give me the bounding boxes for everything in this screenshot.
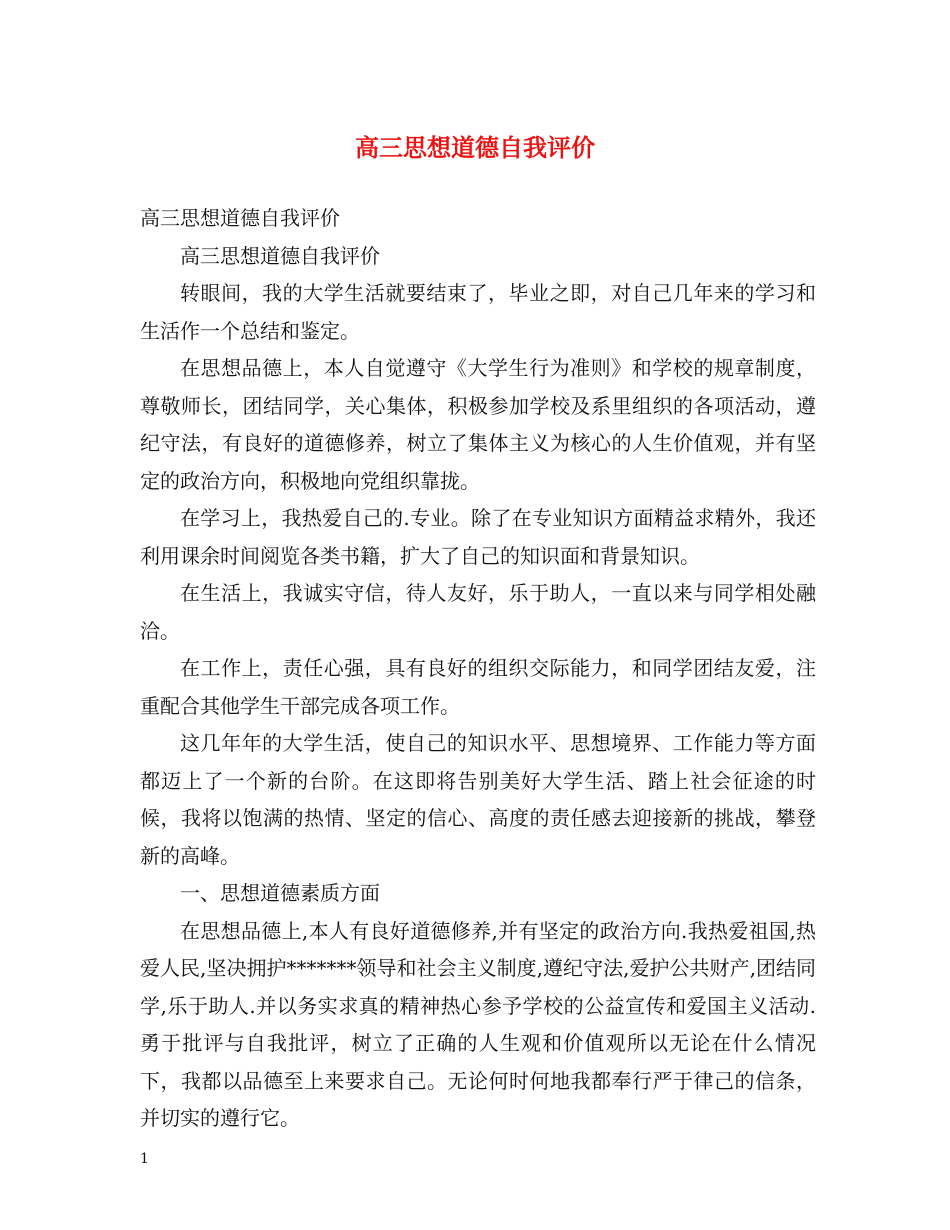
paragraph: 在生活上，我诚实守信，待人友好，乐于助人，一直以来与同学相处融洽。 xyxy=(140,581,816,643)
paragraph: 在思想品德上，本人自觉遵守《大学生行为准则》和学校的规章制度，尊敬师长，团结同学，关心集体，积极参加学校及系里组织的各项活动，遵纪守法，有良好的道德修养，树立了集体主义为核心的人生价值观，并有坚定的政治方向，积极地向党组织靠拢。 xyxy=(140,356,816,493)
paragraph: 在学习上，我热爱自己的.专业。除了在专业知识方面精益求精外，我还利用课余时间阅览各类书籍，扩大了自己的知识面和背景知识。 xyxy=(140,506,816,568)
paragraph: 在工作上，责任心强，具有良好的组织交际能力，和同学团结友爱，注重配合其他学生干部完成各项工作。 xyxy=(140,656,816,718)
paragraph: 在思想品德上,本人有良好道德修养,并有坚定的政治方向.我热爱祖国,热爱人民,坚决拥护*******领导和社会主义制度,遵纪守法,爱护公共财产,团结同学,乐于助人.并以务实求真的精神热心参予学校的公益宣传和爱国主义活动. 勇于批评与自我批评，树立了正确的人生观和价值观所以无论在什么情况下，我都以品德至上来要求自己。无论何时何地我都奉行严于律己的信条，并切实的遵行它。 xyxy=(140,918,816,1130)
paragraph: 这几年年的大学生活，使自己的知识水平、思想境界、工作能力等方面都迈上了一个新的台阶。在这即将告别美好大学生活、踏上社会征途的时候，我将以饱满的热情、坚定的信心、高度的责任感去迎接新的挑战，攀登新的高峰。 xyxy=(140,731,816,868)
paragraph-heading: 高三思想道德自我评价 xyxy=(140,206,340,230)
document-title: 高三思想道德自我评价 xyxy=(355,133,595,162)
document-body xyxy=(140,200,816,1138)
paragraph: 转眼间，我的大学生活就要结束了，毕业之即，对自己几年来的学习和生活作一个总结和鉴定。 xyxy=(140,281,816,343)
page-number: 1 xyxy=(140,1151,149,1167)
section-heading: 一、思想道德素质方面 xyxy=(180,881,380,905)
paragraph-subheading: 高三思想道德自我评价 xyxy=(180,243,380,268)
